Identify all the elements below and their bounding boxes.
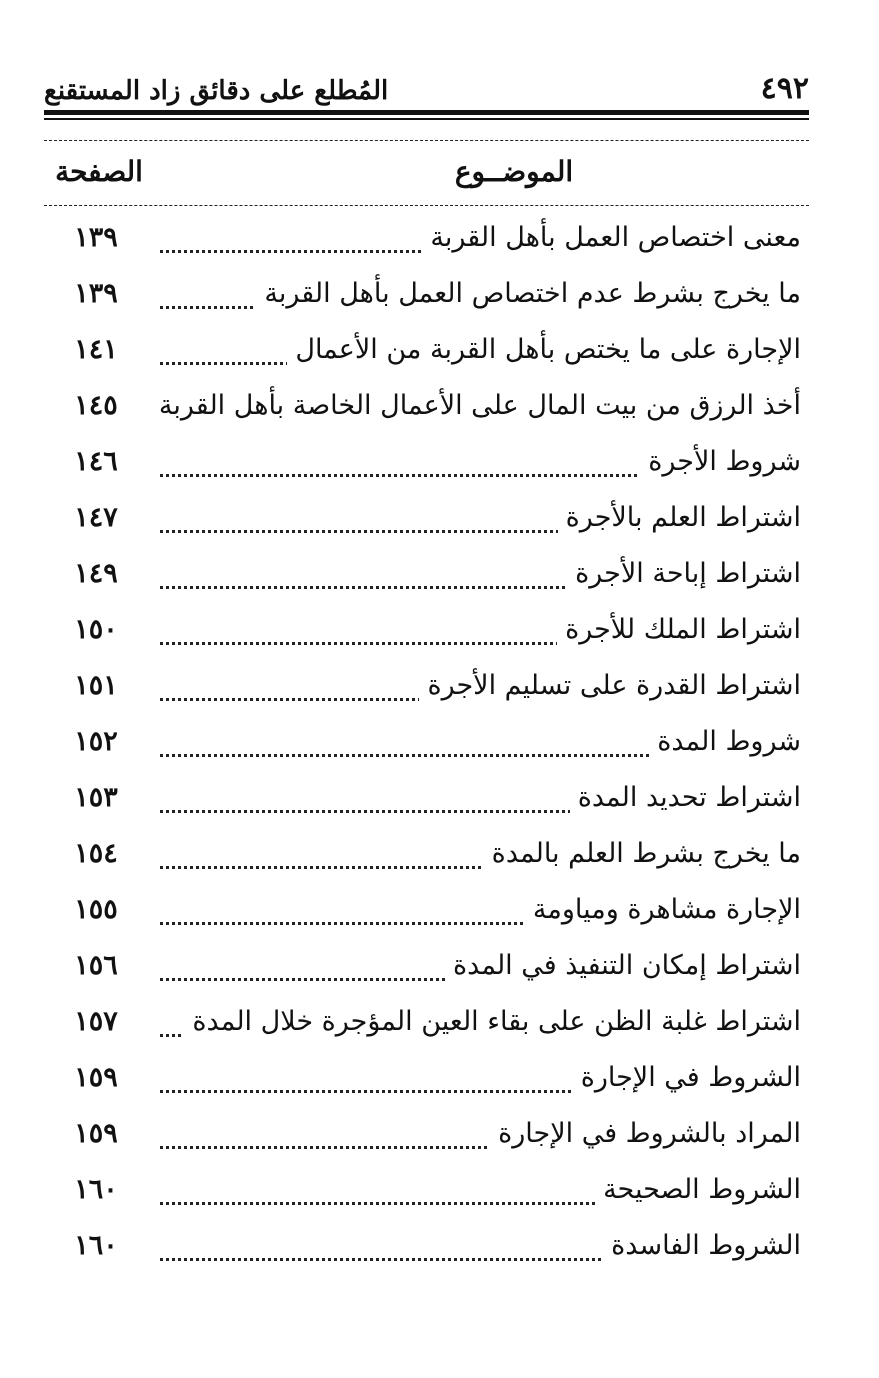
page-number: ٤٩٢ xyxy=(760,71,809,106)
toc-entry-title: أخذ الرزق من بيت المال على الأعمال الخاصة بأهل القربة xyxy=(151,390,801,421)
toc-entry xyxy=(0,770,879,826)
toc-entries xyxy=(0,210,879,1274)
toc-entry-title: ما يخرج بشرط عدم اختصاص العمل بأهل القربة xyxy=(256,278,801,309)
running-head xyxy=(44,62,809,106)
toc-entry xyxy=(0,490,879,546)
toc-entry-title: شروط المدة xyxy=(649,726,801,757)
toc-entry-title: اشتراط القدرة على تسليم الأجرة xyxy=(419,670,801,701)
header-rule-thin xyxy=(44,118,809,120)
toc-entry xyxy=(0,1050,879,1106)
toc-entry-page: ١٤٦ xyxy=(74,446,118,477)
toc-entry-page: ١٥٩ xyxy=(74,1118,118,1149)
toc-entry xyxy=(0,1218,879,1274)
toc-entry xyxy=(0,1106,879,1162)
header-rule-thick xyxy=(44,110,809,115)
toc-entry xyxy=(0,882,879,938)
toc-entry-page: ١٣٩ xyxy=(74,278,118,309)
toc-entry-title: شروط الأجرة xyxy=(640,446,801,477)
toc-entry-title: اشتراط العلم بالأجرة xyxy=(558,502,801,533)
toc-entry-title: المراد بالشروط في الإجارة xyxy=(490,1118,801,1149)
toc-entry-page: ١٤١ xyxy=(74,334,118,365)
toc-entry xyxy=(0,1162,879,1218)
toc-entry xyxy=(0,826,879,882)
toc-entry-title: اشتراط الملك للأجرة xyxy=(557,614,801,645)
column-header-top-rule xyxy=(44,140,809,141)
toc-entry xyxy=(0,378,879,434)
page-column-header: الصفحة xyxy=(55,155,143,188)
toc-entry xyxy=(0,322,879,378)
toc-entry-page: ١٥١ xyxy=(74,670,118,701)
toc-entry-title: الشروط في الإجارة xyxy=(573,1062,801,1093)
toc-entry-page: ١٦٠ xyxy=(74,1174,118,1205)
toc-entry-page: ١٥٣ xyxy=(74,782,118,813)
toc-entry xyxy=(0,938,879,994)
toc-entry-page: ١٥٢ xyxy=(74,726,118,757)
toc-entry-title: الإجارة مشاهرة ومياومة xyxy=(525,894,801,925)
toc-entry-page: ١٤٧ xyxy=(74,502,118,533)
toc-entry-page: ١٥٦ xyxy=(74,950,118,981)
toc-entry xyxy=(0,994,879,1050)
toc-entry-title: معنى اختصاص العمل بأهل القربة xyxy=(422,222,801,253)
toc-entry xyxy=(0,546,879,602)
toc-entry-title: ما يخرج بشرط العلم بالمدة xyxy=(484,838,801,869)
toc-entry-title: الشروط الصحيحة xyxy=(595,1174,801,1205)
toc-entry-page: ١٥٧ xyxy=(74,1006,118,1037)
column-headers xyxy=(44,155,809,195)
toc-entry-page: ١٤٩ xyxy=(74,558,118,589)
toc-entry-page: ١٥٤ xyxy=(74,838,118,869)
toc-entry xyxy=(0,602,879,658)
toc-entry-title: اشتراط تحديد المدة xyxy=(570,782,801,813)
book-title: المُطلع على دقائق زاد المستقنع xyxy=(44,76,389,106)
toc-entry xyxy=(0,714,879,770)
toc-entry-page: ١٤٥ xyxy=(74,390,118,421)
toc-entry-page: ١٥٩ xyxy=(74,1062,118,1093)
toc-entry xyxy=(0,658,879,714)
toc-entry-title: الإجارة على ما يختص بأهل القربة من الأعمال xyxy=(287,334,801,365)
toc-entry-page: ١٥٥ xyxy=(74,894,118,925)
toc-entry xyxy=(0,210,879,266)
column-header-bottom-rule xyxy=(44,205,809,206)
toc-entry-title: اشتراط إمكان التنفيذ في المدة xyxy=(445,950,801,981)
toc-entry xyxy=(0,434,879,490)
toc-entry xyxy=(0,266,879,322)
topic-column-header: الموضــوع xyxy=(454,155,574,188)
toc-entry-title: اشتراط إباحة الأجرة xyxy=(567,558,801,589)
toc-entry-page: ١٦٠ xyxy=(74,1230,118,1261)
toc-entry-title: اشتراط غلبة الظن على بقاء العين المؤجرة خلال المدة xyxy=(184,1006,801,1037)
toc-entry-page: ١٣٩ xyxy=(74,222,118,253)
toc-entry-title: الشروط الفاسدة xyxy=(603,1230,801,1261)
toc-entry-page: ١٥٠ xyxy=(74,614,118,645)
